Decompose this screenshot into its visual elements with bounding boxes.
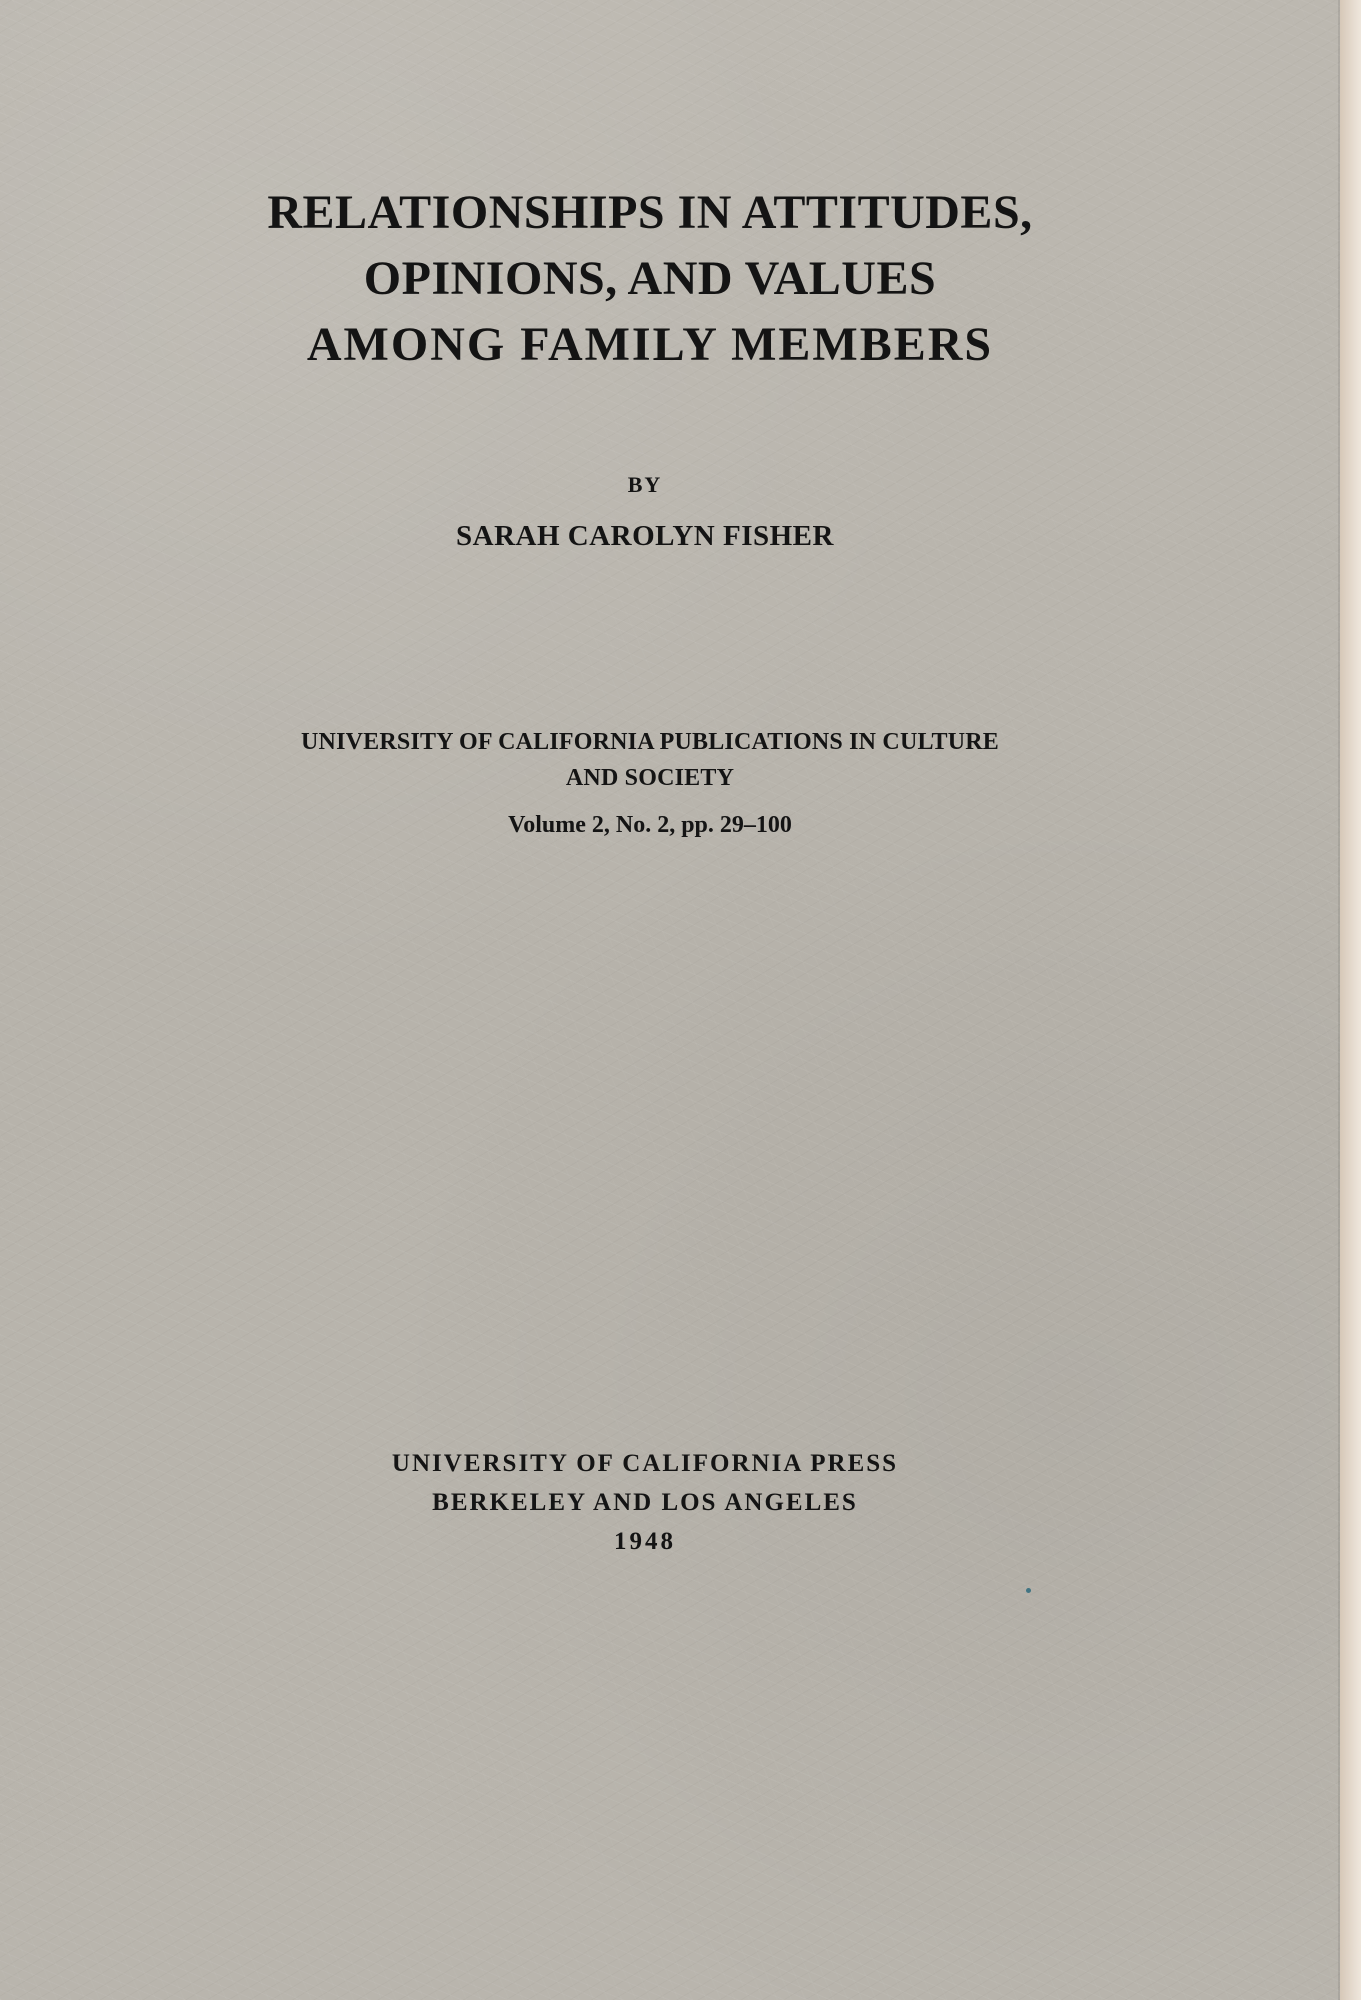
series-line-1: UNIVERSITY OF CALIFORNIA PUBLICATIONS IN CULTURE: [301, 729, 999, 755]
page-edge: [1340, 0, 1361, 2000]
volume-info: Volume 2, No. 2, pp. 29–100: [508, 812, 792, 838]
title-line-2: OPINIONS, AND VALUES: [363, 252, 937, 305]
by-label: BY: [627, 472, 663, 497]
series-title: [210, 724, 1090, 796]
series-line-2: AND SOCIETY: [565, 765, 735, 791]
publisher-location: BERKELEY AND LOS ANGELES: [432, 1489, 858, 1516]
paper-speck: [1026, 1588, 1031, 1593]
title-line-1: RELATIONSHIPS IN ATTITUDES,: [267, 186, 1033, 239]
publisher-name: UNIVERSITY OF CALIFORNIA PRESS: [391, 1450, 899, 1477]
title-line-3: AMONG FAMILY MEMBERS: [306, 318, 994, 371]
publication-year: 1948: [614, 1528, 676, 1555]
cover-title: [130, 180, 1170, 378]
publisher-block: [300, 1444, 990, 1561]
author-name: SARAH CAROLYN FISHER: [456, 520, 834, 552]
